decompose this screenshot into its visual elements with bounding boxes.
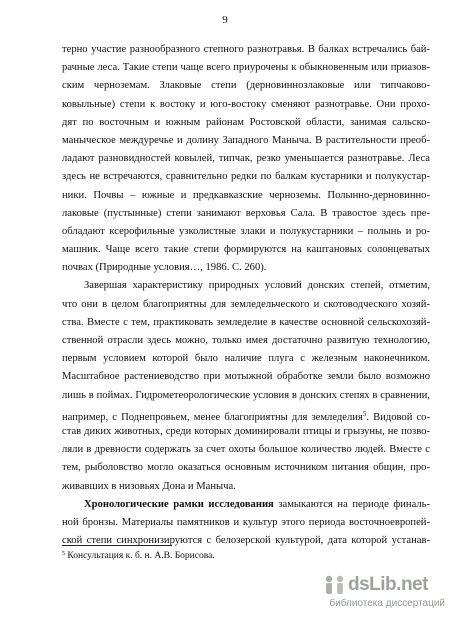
text-segment: замыкаются на периоде финаль- — [273, 498, 430, 510]
text-line: ладают разновидностей ковылей, типчак, резко уменьшается разнотравье. Леса — [62, 153, 430, 165]
text-line: первым условием которой было наличие плуга с железным наконечником. — [62, 353, 430, 365]
footnote — [62, 551, 215, 561]
page-number: 9 — [222, 14, 228, 26]
text-line: здесь не встречаются, сравнительно редки по балкам кустарники и полукустар- — [62, 171, 430, 183]
text-line: Завершая характеристику природных условий донских степей, отметим, — [84, 280, 430, 292]
text-line: почвах (Природные условия…, 1986. С. 260). — [62, 262, 267, 274]
text-line — [62, 496, 430, 514]
text-segment: например, с Поднепровьем, менее благоприятны для земледелия — [62, 411, 363, 423]
text-line: став диких животных, среди которых доминировали птицы и грызуны, не позво- — [62, 425, 430, 437]
text-line: машник. Чаще всего такие степи формируются на каштановых солонцеватых — [62, 244, 430, 256]
figures-icon — [322, 574, 348, 598]
text-segment: . Видовой со- — [366, 411, 431, 423]
watermark-brand: dsLib.net — [348, 574, 428, 595]
text-line: ной бронзы. Материалы памятников и культур этого периода восточноевропей- — [62, 516, 430, 528]
text-line: маныческое междуречье и долину Западного Маныча. В растительности преоб- — [62, 134, 430, 146]
text-line: ляли в древности содержать за счет охоты большое количество людей. Вместе с — [62, 444, 430, 456]
text-line: лишь в поймах. Гидрометеорологические условия в донских степях в сравнении, — [62, 389, 430, 401]
text-line: обладают ксерофильные узколистные злаки и полукустарники – полынь и ро- — [62, 225, 430, 237]
text-line: живавших в низовьях Дона и Маныча. — [62, 480, 236, 492]
watermark-logo — [320, 572, 445, 614]
text-line: ственной отрасли здесь можно, только имея достаточно развитую технологию, — [62, 335, 430, 346]
text-line: ковыльные) степи к востоку и юго-востоку сменяют разнотравье. Они прохо- — [62, 98, 430, 110]
text-line: ским черноземам. Злаковые степи (дерновиннозлаковые или типчаково- — [62, 80, 430, 92]
text-line: тем, рыболовство могло оказаться основным источником питания общин, про- — [62, 462, 430, 474]
text-line: терно участие разнообразного степного разнотравья. В балках встречались бай- — [62, 44, 430, 55]
footnote-text: Консультация к. б. н. А.В. Борисова. — [65, 551, 215, 561]
bold-term: Хронологические рамки исследования — [84, 498, 274, 510]
footnote-marker: 5 — [62, 551, 65, 557]
footnote-reference[interactable]: 5 — [362, 409, 367, 418]
text-line: Масштабное растениеводство при мотыжной обработке земли было возможно — [62, 371, 430, 383]
text-line: что они в целом благоприятны для земледельческого и скотоводческого хозяй- — [62, 298, 430, 310]
text-line: ства. Вместе с тем, практиковать земледелие в качестве основной сельскохозяй- — [62, 316, 430, 328]
footnote-divider — [62, 545, 172, 546]
text-line: рачные леса. Такие степи чаще всего приурочены к обыкновенным или приазов- — [62, 62, 430, 74]
watermark-subtitle: библиотека диссертаций — [329, 598, 445, 609]
text-line: лаковые (пустынные) степи занимают верховья Сала. В травостое здесь пре- — [62, 207, 430, 219]
text-line: дят по восточным и южным районам Ростовской области, занимая сальско- — [62, 116, 430, 128]
text-line: ской степи синхронизируются с белозерской культурой, дата которой устанав- — [62, 535, 430, 547]
text-line — [62, 405, 430, 423]
text-line: ники. Почвы – южные и предкавказские черноземы. Полынно-дерновинно- — [62, 189, 430, 201]
body-text — [62, 41, 430, 550]
